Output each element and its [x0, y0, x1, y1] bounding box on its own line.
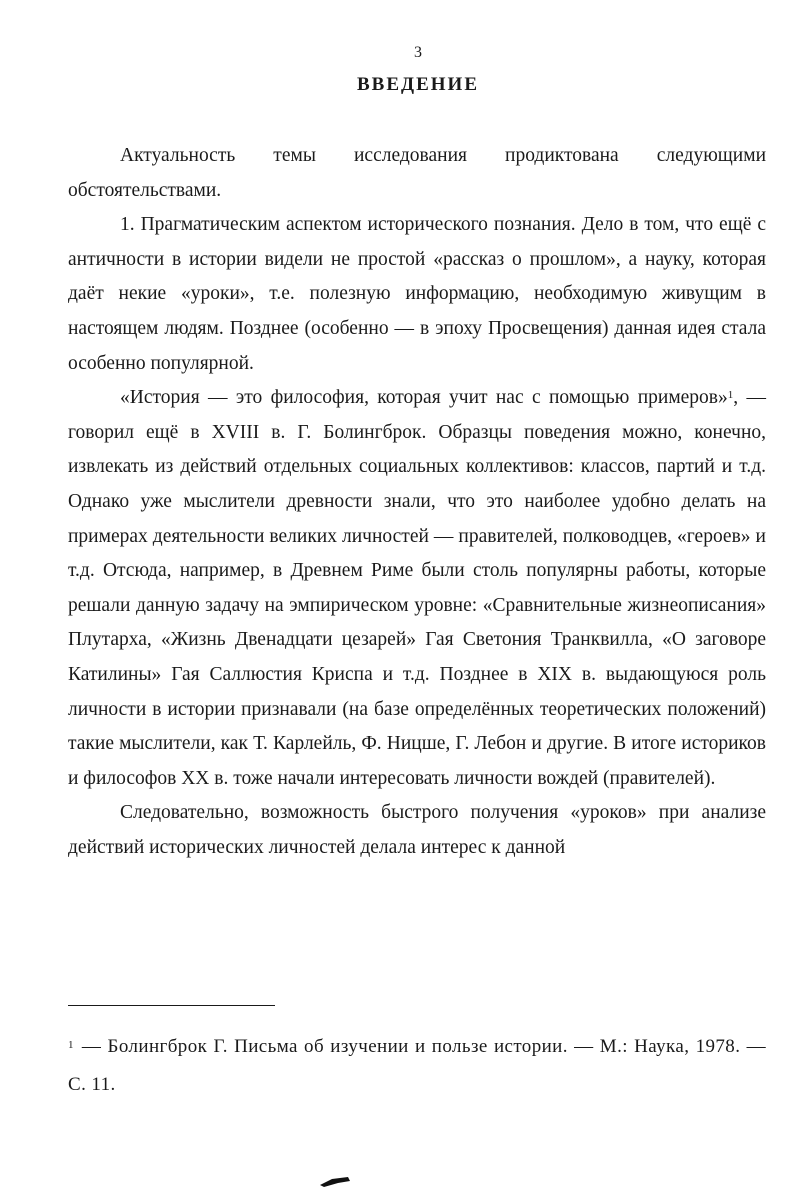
paragraph-2: 1. Прагматическим аспектом исторического познания. Дело в том, что ещё с античности в истории видели не простой «рассказ о прошлом», а науку, которая даёт некие «уроки», т.е. полезную информацию, необходимую живущим в настоящем людям. Позднее (особенно — в эпоху Просвещения) данная идея стала особенно популярной. — [68, 214, 766, 374]
footnote-marker: 1 — [68, 1039, 74, 1051]
paragraph-1: Актуальность темы исследования продиктована следующими обстоятельствами. — [68, 145, 766, 201]
body-text — [68, 139, 766, 865]
footnote-divider — [68, 1005, 275, 1006]
paragraph-4: Следовательно, возможность быстрого получения «уроков» при анализе действий исторических личностей делала интерес к данной — [68, 802, 766, 858]
page-title: ВВЕДЕНИЕ — [357, 74, 479, 95]
footnote-reference[interactable]: 1 — [727, 389, 734, 402]
page-number: 3 — [414, 44, 422, 61]
footnote — [68, 1028, 766, 1104]
paragraph-3-quote: «История — это философия, которая учит нас с помощью примеров» — [120, 387, 728, 409]
footnote-text: — Болингброк Г. Письма об изучении и пользе истории. — М.: Наука, 1978. — С. 11. — [68, 1036, 766, 1095]
scan-artifact-mark — [318, 1176, 352, 1188]
paragraph-3 — [68, 381, 766, 796]
paragraph-3-rest: , — говорил ещё в XVIII в. Г. Болингброк. Образцы поведения можно, конечно, извлекать из действий отдельных социальных коллективов: классов, партий и т.д. Однако уже мыслители древности знали, что это наиболее удобно делать на примерах деятельности великих личностей — правителей, полководцев, «героев» и т.д. Отсюда, например, в Древнем Риме были столь популярны работы, которые решали данную задачу на эмпирическом уровне: «Сравнительные жизнеописания» Плутарха, «Жизнь Двенадцати цезарей» Гая Светония Транквилла, «О заговоре Катилины» Гая Саллюстия Криспа и т.д. Позднее в XIX в. выдающуюся роль личности в истории признавали (на базе определённых теоретических положений) такие мыслители, как Т. Карлейль, Ф. Ницше, Г. Лебон и другие. В итоге историков и философов XX в. тоже начали интересовать личности вождей (правителей). — [68, 387, 767, 789]
